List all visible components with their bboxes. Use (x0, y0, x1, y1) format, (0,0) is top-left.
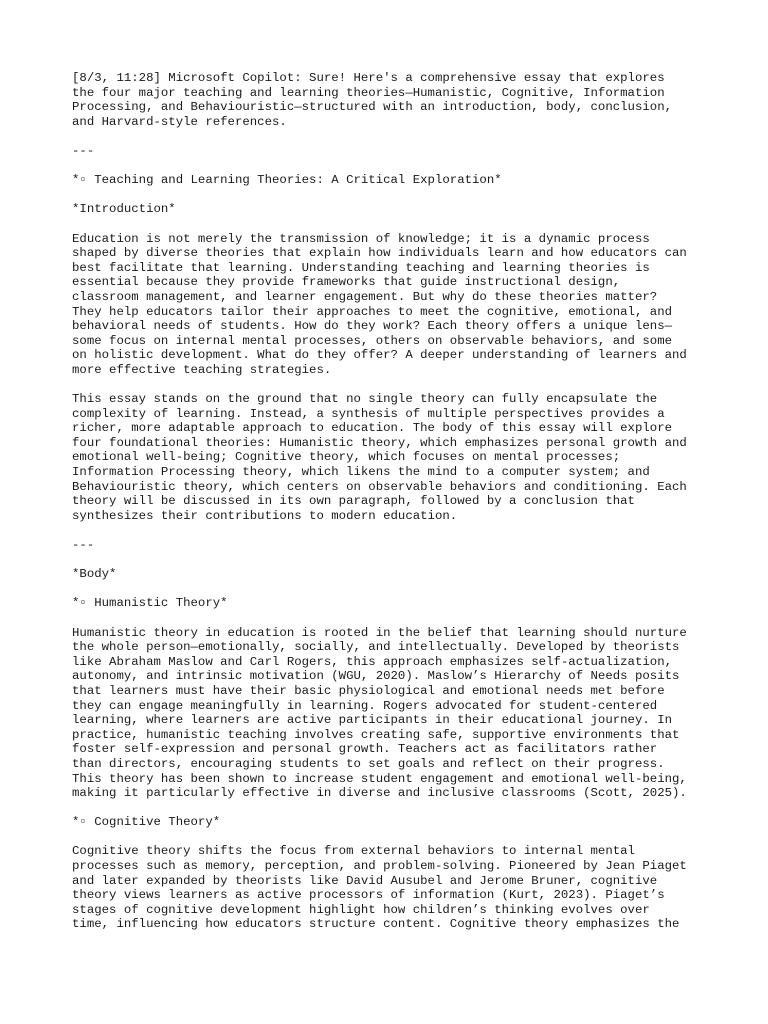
cognitive-paragraph: Cognitive theory shifts the focus from external behaviors to internal mental processes such as memory, perception, and problem-solving. Pioneered by Jean Piaget and later expanded by theorists like David Ausubel and Jerome Bruner, cognitive theory views learners as active processors of information (Kurt, 2023). Piaget’s stages of cognitive development highlight how children’s thinking evolves over time, influencing how educators structure content. Cognitive theory emphasizes the (72, 844, 687, 932)
separator: --- (72, 538, 95, 552)
introduction-paragraph-2: This essay stands on the ground that no single theory can fully encapsulate the complexity of learning. Instead, a synthesis of multiple perspectives provides a richer, more adaptable approach to education. The body of this essay will explore four foundational theories: Humanistic theory, which emphasizes personal growth and emotional well-being; Cognitive theory, which focuses on mental processes; Information Processing theory, which likens the mind to a computer system; and Behaviouristic theory, which centers on observable behaviors and conditioning. Each theory will be discussed in its own paragraph, followed by a conclusion that synthesizes their contributions to modern education. (72, 392, 687, 523)
document-page (72, 71, 702, 947)
intro-message: [8/3, 11:28] Microsoft Copilot: Sure! Here's a comprehensive essay that explores the four major teaching and learning theories—Humanistic, Cognitive, Information Processing, and Behaviouristic—structured with an introduction, body, conclusion, and Harvard-style references. (72, 71, 673, 129)
introduction-paragraph-1: Education is not merely the transmission of knowledge; it is a dynamic process shaped by diverse theories that explain how individuals learn and how educators can best facilitate that learning. Understanding teaching and learning theories is essential because they provide frameworks that guide instructional design, classroom management, and learner engagement. But why do these theories matter? They help educators tailor their approaches to meet the cognitive, emotional, and behavioral needs of students. How do they work? Each theory offers a unique lens— some focus on internal mental processes, others on observable behaviors, and some on holistic development. What do they offer? A deeper understanding of learners and more effective teaching strategies. (72, 231, 687, 377)
cognitive-heading: *▫ Cognitive Theory* (72, 815, 221, 830)
introduction-heading: *Introduction* (72, 202, 176, 217)
essay-title: *▫ Teaching and Learning Theories: A Critical Exploration* (72, 173, 502, 188)
humanistic-paragraph: Humanistic theory in education is rooted in the belief that learning should nurture the whole person—emotionally, socially, and intellectually. Developed by theorists like Abraham Maslow and Carl Rogers, this approach emphasizes self-actualization, autonomy, and intrinsic motivation (WGU, 2020). Maslow’s Hierarchy of Needs posits that learners must have their basic physiological and emotional needs met before they can engage meaningfully in learning. Rogers advocated for student-centered learning, where learners are active participants in their educational journey. In practice, humanistic teaching involves creating safe, supportive environments that foster self-expression and personal growth. Teachers act as facilitators rather than directors, encouraging students to set goals and reflect on their progress. This theory has been shown to increase student engagement and emotional well-being, making it particularly effective in diverse and inclusive classrooms (Scott, 2025). (72, 625, 687, 801)
body-heading: *Body* (72, 567, 117, 582)
humanistic-heading: *▫ Humanistic Theory* (72, 596, 228, 611)
separator: --- (72, 143, 95, 158)
